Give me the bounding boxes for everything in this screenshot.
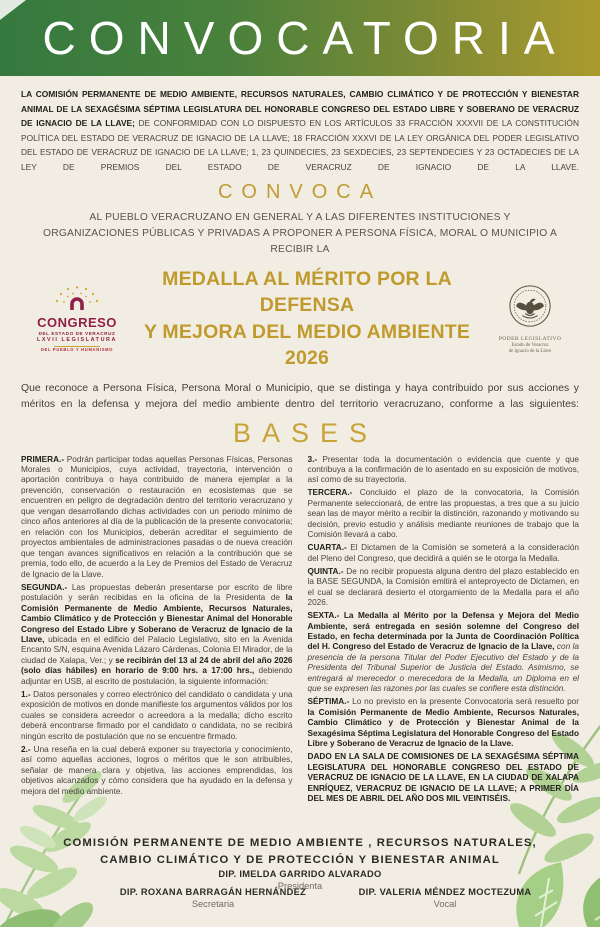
signatory-name: DIP. IMELDA GARRIDO ALVARADO [218,869,382,879]
medal-title [130,266,484,371]
medal-title-line2: Y MEJORA DEL MEDIO AMBIENTE 2026 [143,320,471,369]
congress-logo-name: CONGRESO [37,314,117,330]
base-paragraph: 3.- Presentar toda la documentación o evidencia que cuente y que contribuya a la confirmación de lo asentado en su exposición de motivos, así como de su trayectoria. [307,454,579,485]
commission-name-line1: COMISIÓN PERMANENTE DE MEDIO AMBIENTE , RECURSOS NATURALES, [63,837,537,849]
intro-bold-text: LA COMISIÓN PERMANENTE DE MEDIO AMBIENTE, RECURSOS NATURALES, CAMBIO CLIMÁTICO Y DE PROTECCIÓN Y BIENESTAR ANIMAL DE LA SEXAGÉSIMA SÉPTIMA LEGISLATURA DEL HONORABLE CONGRESO DEL ESTADO LIBRE Y SOBERANO DE VERACRUZ DE IGNACIO DE LA LLAVE; [21,89,579,129]
bases-column-right [308,455,580,805]
base-paragraph: CUARTA.- El Dictamen de la Comisión se someterá a la consideración del Pleno del Congreso, que decidirá a quién se le otorga la Medalla. [307,543,579,563]
base-paragraph: 1.- Datos personales y correo electrónico del candidato o candidata y una exposición de motivos en donde manifieste los argumentos válidos por los cuales se considera acreedor o acreedora a la medalla; dicho escrito deberá encontrarse firmado por el candidato o candidata, no se recibirá ningún escrito de postulación que no se encuentre firmado. [21,689,293,741]
medal-title-line1: MEDALLA AL MÉRITO POR LA DEFENSA [162,268,452,317]
congress-logo-line2: DEL ESTADO DE VERACRUZ [38,331,116,337]
base-paragraph: SEGUNDA.- Las propuestas deberán presentarse por escrito de libre postulación y serán recibidas en la oficina de la Presidenta de la Comisión Permanente de Medio Ambiente, Recursos Naturales, Cambio Climático y de Protección y Bienestar Animal del Honorable Congreso del Estado Libre y Soberano de Veracruz de Ignacio de la Llave, ubicada en el edificio del Palacio Legislativo, sito en la Avenida Encanto S/N, esquina Avenida Lázaro Cárdenas, Colonia El Mirador, de la ciudad de Xalapa, Ver.; y se recibirán del 13 al 24 de abril del año 2026 (solo días hábiles) en horario de 9:00 hrs. a 17:00 hrs., debiendo adjuntar en USB, al escrito de postulación, la siguiente información: [21,582,293,686]
convoca-text: AL PUEBLO VERACRUZANO EN GENERAL Y A LAS DIFERENTES INSTITUCIONES Y ORGANIZACIONES PÚBLICAS Y PRIVADAS A PROPONER A PERSONA FÍSICA, MORAL O MUNICIPIO A RECIBIR LA [42,212,558,256]
base-paragraph: QUINTA.- De no recibir propuesta alguna dentro del plazo establecido en la BASE SEGUNDA, la Comisión emitirá el anteproyecto de Dictamen, en el cual se declarará desierto el otorgamiento de la Medalla para el año 2026. [307,566,579,608]
footer [0,835,600,927]
header-banner [0,0,600,76]
commission-name [0,835,600,869]
signatory-role: Secretaria [191,899,235,909]
congress-logo-rays-icon [48,285,106,311]
signatory-name: DIP. VALERIA MÉNDEZ MOCTEZUMA [358,887,532,897]
base-paragraph: SÉPTIMA.- Lo no previsto en la presente Convocatoria será resuelto por la Comisión Permanente de Medio Ambiente, Recursos Naturales, Cambio Climático y de Protección y Bienestar Animal de la Sexagésima Séptima Legislatura del Honorable Congreso del Estado Libre y Soberano de Veracruz de Ignacio de la Llave. [307,697,579,749]
intro-regular-text: DE CONFORMIDAD CON LO DISPUESTO EN LOS ARTÍCULOS 33 FRACCIÓN XXXVII DE LA CONSTITUCIÓN POLÍTICA DEL ESTADO DE VERACRUZ DE IGNACIO DE LA LLAVE; 18 FRACCIÓN XXXVI DE LA LEY ORGÁNICA DEL PODER LEGISLATIVO DEL ESTADO DE VERACRUZ DE IGNACIO DE LA LLAVE; 1, 23 QUINDECIES, 23 SEXDECIES, 23 SEPTENDECIES Y 23 OCTADECIES DE LA LEY DE PREMIOS DEL ESTADO DE VERACRUZ DE IGNACIO DE LA LLAVE. [21,118,579,172]
base-paragraph: DADO EN LA SALA DE COMISIONES DE LA SEXAGÉSIMA SÉPTIMA LEGISLATURA DEL HONORABLE CONGRESO DEL ESTADO DE VERACRUZ DE IGNACIO DE LA LLAVE, EN LA CIUDAD DE XALAPA ENRÍQUEZ, VERACRUZ DE IGNACIO DE LA LLAVE; A PRIMER DÍA DEL MES DE ABRIL DEL AÑO DOS MIL VEINTISÉIS. [307,752,579,804]
seal-caption-line1: PODER LEGISLATIVO [498,335,562,342]
bases-heading: BASES [232,417,379,448]
congress-logo-line3: LXVII LEGISLATURA [36,336,118,343]
signatory-name: DIP. ROXANA BARRAGÁN HERNÁNDEZ [119,887,307,897]
bases-section [21,455,579,805]
commission-name-line2: CAMBIO CLIMÁTICO Y DE PROTECCIÓN Y BIENESTAR ANIMAL [100,853,500,866]
corner-fold-decoration [0,0,26,20]
medal-row [24,266,576,371]
seal-caption [484,336,576,355]
signatory-role: Presidenta [277,881,323,891]
legislative-seal [484,283,576,355]
base-paragraph: SEXTA.- La Medalla al Mérito por la Defensa y Mejora del Medio Ambiente, será entregada en sesión solemne del Congreso del Estado, en fecha determinada por la Junta de Coordinación Política del H. Congreso del Estado de Veracruz de Ignacio de la Llave, con la presencia de la persona Titular del Poder Ejecutivo del Estado y de la Presidenta del Tribunal Superior de Justicia del Estado. Asimismo, se entregará al merecedor o merecedora de la Medalla, un Diploma en el que se expresen las razones por las cuales se confiere esta distinción. [307,611,579,694]
signatory-role: Vocal [433,899,457,909]
base-paragraph: TERCERA.- Concluido el plazo de la convocatoria, la Comisión Permanente seleccionará, de entre las propuestas, a tres que a su juicio sean las de mayor mérito a recibir la distinción, razonando y motivando su decisión, previo estudio y análisis mediante reuniones de trabajo que la Comisión llevará a cabo. [307,488,579,540]
seal-caption-line3: de Ignacio de la Llave [508,348,552,354]
signature-secretary [88,887,338,909]
eagle-seal-icon [507,283,553,329]
recognition-paragraph: Que reconoce a Persona Física, Persona Moral o Municipio, que se distinga y haya contribuido por sus acciones y méritos en la defensa y mejora del medio ambiente dentro del territorio veracruzano, conforme a las siguientes: [21,383,579,410]
page-title: CONVOCATORIA [42,12,568,64]
signature-vocal [320,887,570,909]
congress-logo [24,285,130,352]
bases-column-left [21,455,293,805]
seal-caption-line2: Estado de Veracruz [511,342,549,348]
base-paragraph: PRIMERA.- Podrán participar todas aquellas Personas Físicas, Personas Morales o Municipios, cuya actividad, trayectoria, intervención o aportación contribuya o haya contribuido de manera ejemplar a la prevención, conservación o restauración en ecosistemas que se encuentren en peligro de degradación dentro del territorio veracruzano y que vengan desarrollando dichas actividades con un periodo mínimo de cinco años anteriores al día de la publicación de la presente convocatoria; en relación con los Municipios, deberán acreditar el seguimiento de proyectos ambientales de administraciones pasadas o de nueva creación que tengan avances significativos en relación a la contribución que se premia, todo ello, de acuerdo a la Ley de Premios del Estado de Veracruz de Ignacio de la Llave. [21,454,293,579]
convoca-heading: CONVOCA [217,181,383,204]
base-paragraph: 2.- Una reseña en la cual deberá exponer su trayectoria y conocimiento, así como aquellas acciones, logros o méritos que le son atribuibles, señalar de manera clara y objetiva, las acciones emprendidas, los objetivos alcanzados y cómo considera que ha ayudado en la defensa y mejora del medio ambiente. [21,744,293,796]
intro-paragraph [21,87,579,174]
congress-logo-line4: DEL PUEBLO Y HUMANISMO [40,346,114,352]
